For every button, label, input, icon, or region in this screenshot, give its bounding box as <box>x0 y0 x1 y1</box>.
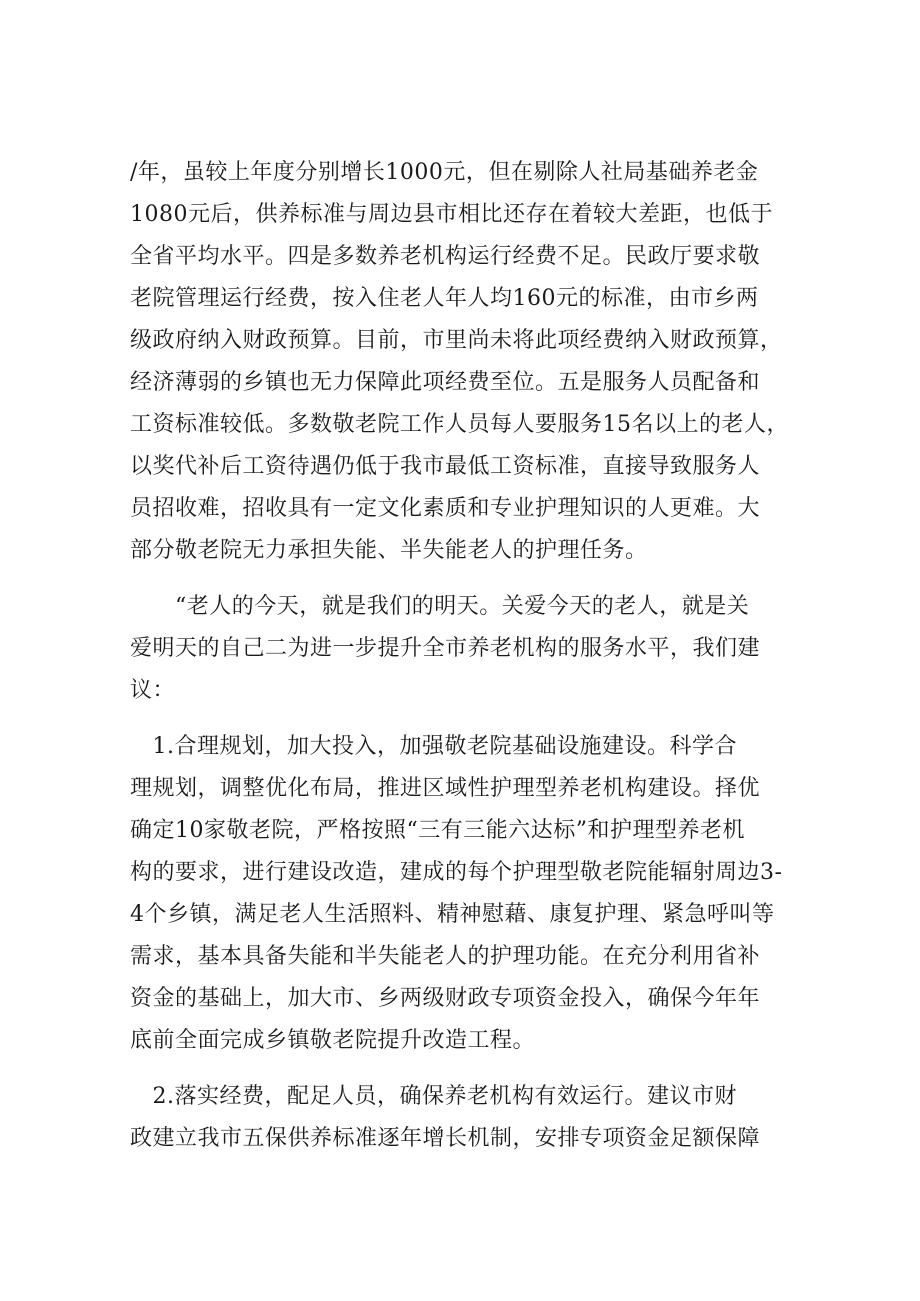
text-line: 4个乡镇，满足老人生活照料、精神慰藉、康复护理、紧急呼叫等 <box>130 902 775 927</box>
text-line: 员招收难，招收具有一定文化素质和专业护理知识的人更难。大 <box>130 496 761 521</box>
text-line: 爱明天的自己二为进一步提升全市养老机构的服务水平，我们建 <box>130 636 761 661</box>
text-line: 以奖代补后工资待遇仍低于我市最低工资标准，直接导致服务人 <box>130 454 761 479</box>
text-line: 底前全面完成乡镇敬老院提升改造工程。 <box>130 1028 536 1053</box>
text-line: 构的要求，进行建设改造，建成的每个护理型敬老院能辐射周边3- <box>130 860 783 885</box>
text-line: /年，虽较上年度分别增长1000元，但在剔除人社局基础养老金 <box>130 160 759 185</box>
text-line: 理规划，调整优化布局，推进区域性护理型养老机构建设。择优 <box>130 776 761 801</box>
text-line: 1080元后，供养标准与周边县市相比还存在着较大差距，也低于 <box>130 202 773 227</box>
text-line: 需求，基本具备失能和半失能老人的护理功能。在充分利用省补 <box>130 944 761 969</box>
text-line: 1.合理规划，加大投入，加强敬老院基础设施建设。科学合 <box>130 734 737 759</box>
text-line: 资金的基础上，加大市、乡两级财政专项资金投入，确保今年年 <box>130 986 761 1011</box>
text-line: 全省平均水平。四是多数养老机构运行经费不足。民政厅要求敬 <box>130 244 761 269</box>
body-text <box>130 152 810 1160</box>
text-line: “老人的今天，就是我们的明天。关爱今天的老人，就是关 <box>130 594 750 619</box>
text-line: 工资标准较低。多数敬老院工作人员每人要服务15名以上的老人， <box>130 412 789 437</box>
text-line: 议： <box>130 678 176 703</box>
text-line: 确定10家敬老院，严格按照“三有三能六达标”和护理型养老机 <box>130 818 745 843</box>
text-line: 2.落实经费，配足人员，确保养老机构有效运行。建议市财 <box>130 1084 737 1109</box>
text-line: 级政府纳入财政预算。目前，市里尚未将此项经费纳入财政预算， <box>130 328 783 353</box>
text-line: 老院管理运行经费，按入住老人年人均160元的标准，由市乡两 <box>130 286 759 311</box>
text-line: 部分敬老院无力承担失能、半失能老人的护理任务。 <box>130 538 648 563</box>
text-line: 政建立我市五保供养标准逐年增长机制，安排专项资金足额保障 <box>130 1126 761 1151</box>
text-line: 经济薄弱的乡镇也无力保障此项经费至位。五是服务人员配备和 <box>130 370 761 395</box>
